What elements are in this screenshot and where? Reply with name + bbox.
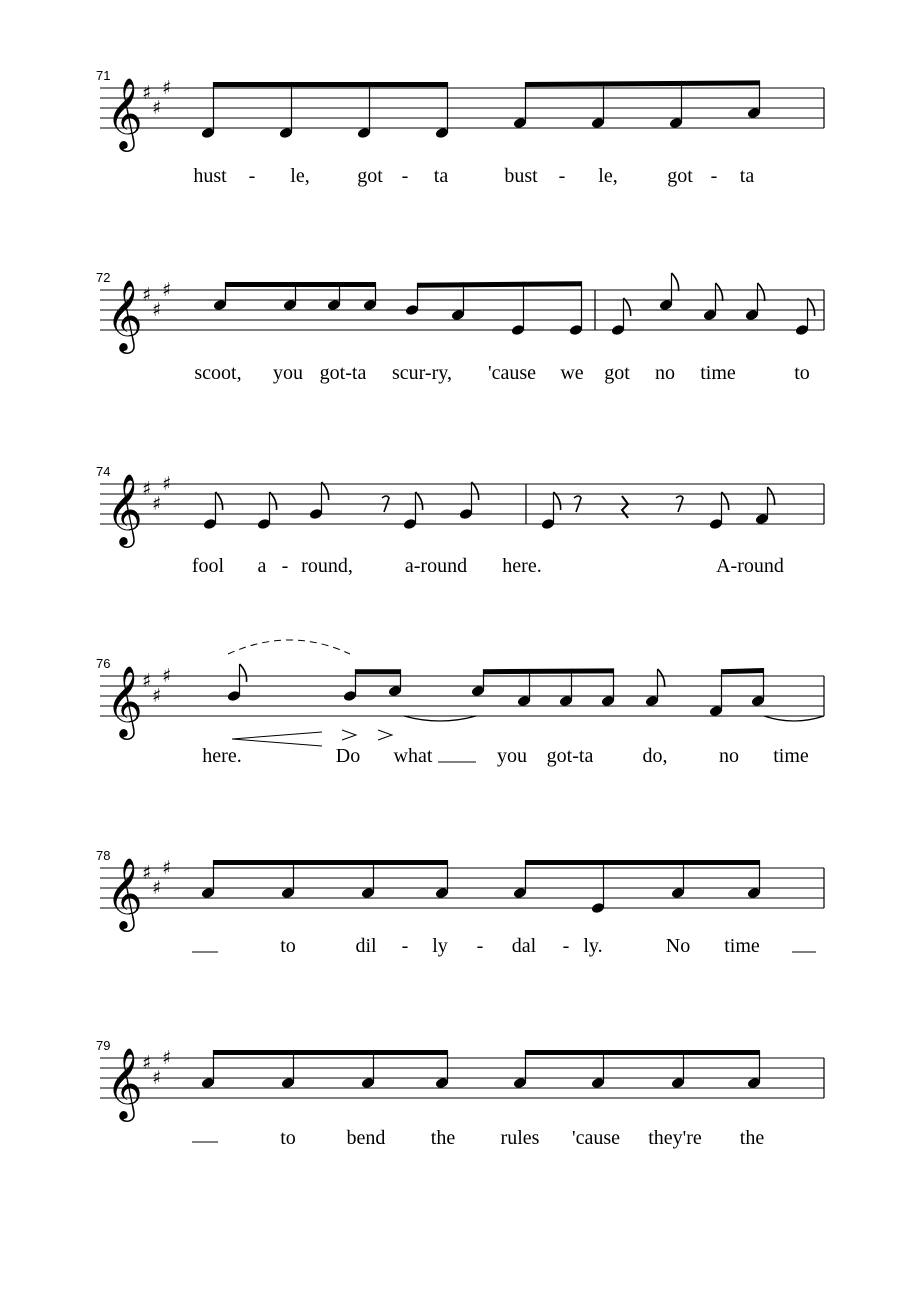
lyric-syllable: to (280, 1127, 296, 1149)
lyric-syllable: got (667, 165, 693, 187)
accent-mark-icon (342, 730, 356, 740)
beam (226, 282, 376, 287)
staff-system-74 (96, 464, 824, 577)
treble-clef-icon: 𝄞 (106, 856, 143, 929)
measure-number: 72 (96, 270, 111, 285)
flag (672, 273, 679, 291)
sharp-icon: ♯ (152, 299, 162, 321)
flag (416, 492, 423, 510)
lyric-syllable: ta (433, 165, 449, 187)
staff-system-78 (96, 848, 824, 957)
lyric-syllable: rules (500, 1127, 540, 1149)
tie (764, 716, 824, 721)
lyric-syllable: bust (504, 165, 538, 187)
lyric-syllable: - (401, 165, 409, 187)
sharp-icon: ♯ (142, 670, 152, 692)
beam (214, 82, 448, 87)
sharp-icon: ♯ (162, 279, 172, 301)
quarter-rest-icon (622, 496, 628, 518)
flag (240, 664, 247, 682)
lyric-syllable: A-round (716, 555, 784, 577)
lyric-syllable: - (401, 935, 409, 957)
flag (472, 482, 479, 500)
flag (658, 669, 665, 687)
lyric-syllable: ly (432, 935, 448, 957)
sharp-icon: ♯ (162, 1047, 172, 1069)
measure-number: 76 (96, 656, 111, 671)
sharp-icon: ♯ (162, 665, 172, 687)
lyric-syllable: le, (290, 165, 310, 187)
lyric-syllable: 'cause (571, 1127, 621, 1149)
sharp-icon: ♯ (152, 493, 162, 515)
lyric-syllable: got (357, 165, 383, 187)
lyric-syllable: hust (193, 165, 227, 187)
lyric-syllable: - (562, 935, 570, 957)
lyric-syllable: you (273, 362, 303, 384)
lyric-syllable: - (558, 165, 566, 187)
flag (768, 487, 775, 505)
treble-clef-icon: 𝄞 (106, 76, 143, 149)
lyric-syllable: here. (502, 555, 542, 577)
lyric-syllable: the (430, 1127, 456, 1149)
lyric-syllable: scur-ry, (392, 362, 452, 384)
measure-number: 71 (96, 68, 111, 83)
lyric-syllable: - (710, 165, 718, 187)
lyric-syllable: le, (598, 165, 618, 187)
beam (722, 668, 764, 674)
sharp-icon: ♯ (162, 77, 172, 99)
sharp-icon: ♯ (142, 82, 152, 104)
sharp-icon: ♯ (152, 97, 162, 119)
lyric-syllable: time (724, 935, 760, 957)
lyric-syllable: here. (202, 745, 242, 767)
lyric-syllable: you (497, 745, 527, 767)
tie (404, 716, 476, 721)
staff-system-76 (96, 656, 824, 767)
treble-clef-icon: 𝄞 (106, 664, 143, 737)
beam (526, 80, 760, 87)
treble-clef-icon: 𝄞 (106, 472, 143, 545)
lyric-syllable: got (604, 362, 630, 384)
sharp-icon: ♯ (142, 1052, 152, 1074)
accent-mark-icon (378, 730, 392, 740)
beam (526, 860, 760, 865)
treble-clef-icon: 𝄞 (106, 278, 143, 351)
lyric-syllable: - (476, 935, 484, 957)
staff-system-79 (96, 1038, 824, 1149)
lyric-syllable: do, (642, 745, 668, 767)
lyric-syllable: a (257, 555, 267, 577)
lyric-syllable: dal (511, 935, 537, 957)
sharp-icon: ♯ (152, 685, 162, 707)
lyric-syllable: 'cause (487, 362, 537, 384)
sharp-icon: ♯ (162, 857, 172, 879)
flag (216, 492, 223, 510)
flag (554, 492, 561, 510)
lyric-syllable: - (281, 555, 289, 577)
flag (322, 482, 329, 500)
dashed-slur (228, 640, 350, 654)
flag (758, 283, 765, 301)
lyric-syllable: what (393, 745, 433, 767)
lyric-syllable: time (773, 745, 809, 767)
flag (722, 492, 729, 510)
lyric-syllable: no (655, 362, 675, 384)
beam (214, 860, 448, 865)
lyric-syllable: ly. (583, 935, 603, 957)
lyric-syllable: time (700, 362, 736, 384)
lyric-syllable: dil (355, 935, 377, 957)
beam (214, 1050, 448, 1055)
lyric-syllable: no (719, 745, 739, 767)
sharp-icon: ♯ (152, 1067, 162, 1089)
staff-system-71 (96, 68, 824, 187)
sharp-icon: ♯ (142, 284, 152, 306)
measure-number: 74 (96, 464, 111, 479)
lyric-syllable: - (248, 165, 256, 187)
beam (356, 669, 401, 674)
lyric-syllable: Do (335, 745, 361, 767)
beam (418, 281, 582, 288)
treble-clef-icon: 𝄞 (106, 1046, 143, 1119)
lyric-syllable: to (280, 935, 296, 957)
beam (484, 668, 614, 674)
staff-system-72 (96, 270, 824, 384)
lyric-syllable: No (665, 935, 691, 957)
lyric-syllable: fool (191, 555, 225, 577)
lyric-syllable: bend (346, 1127, 386, 1149)
flag (270, 492, 277, 510)
measure-number: 79 (96, 1038, 111, 1053)
measure-number: 78 (96, 848, 111, 863)
sharp-icon: ♯ (142, 862, 152, 884)
sharp-icon: ♯ (162, 473, 172, 495)
flag (808, 298, 815, 316)
lyric-syllable: to (794, 362, 810, 384)
flag (624, 298, 631, 316)
decrescendo-hairpin (232, 732, 322, 746)
beam (526, 1050, 760, 1055)
lyric-syllable: round, (301, 555, 353, 577)
lyric-syllable: ta (739, 165, 755, 187)
sharp-icon: ♯ (142, 478, 152, 500)
lyric-syllable: scoot, (194, 362, 242, 384)
lyric-syllable: a-round (404, 555, 468, 577)
flag (716, 283, 723, 301)
sharp-icon: ♯ (152, 877, 162, 899)
lyric-syllable: got-ta (319, 362, 367, 384)
lyric-syllable: got-ta (546, 745, 594, 767)
lyric-syllable: the (739, 1127, 765, 1149)
lyric-syllable: they're (648, 1127, 702, 1149)
lyric-syllable: we (560, 362, 584, 384)
